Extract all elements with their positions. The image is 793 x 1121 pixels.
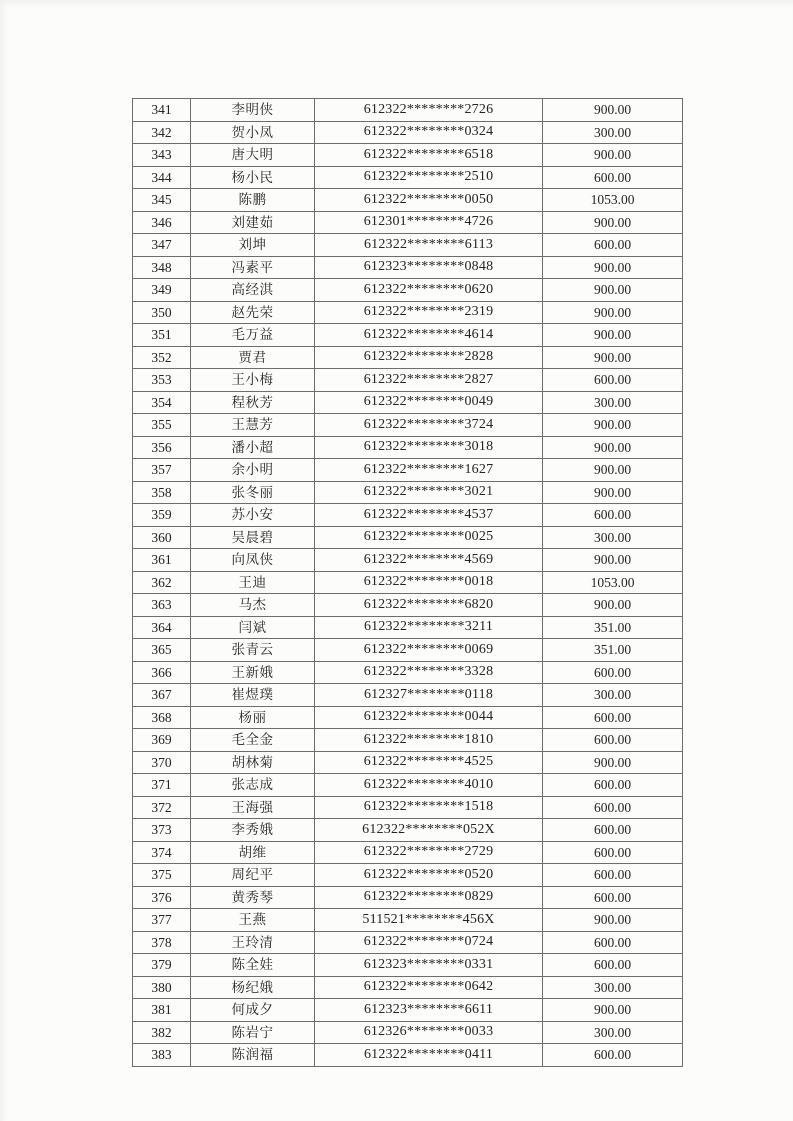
id-number-cell: 612322********1810 bbox=[315, 729, 543, 752]
amount-cell: 600.00 bbox=[543, 1044, 683, 1067]
row-index-cell: 365 bbox=[133, 639, 191, 662]
amount-cell: 900.00 bbox=[543, 301, 683, 324]
name-cell: 李秀娥 bbox=[191, 819, 315, 842]
amount-cell: 900.00 bbox=[543, 436, 683, 459]
row-index-cell: 382 bbox=[133, 1021, 191, 1044]
name-cell: 闫斌 bbox=[191, 616, 315, 639]
name-cell: 贾君 bbox=[191, 346, 315, 369]
table-body bbox=[133, 99, 683, 1067]
name-cell: 王慧芳 bbox=[191, 414, 315, 437]
name-cell: 吴晨碧 bbox=[191, 526, 315, 549]
name-cell: 张冬丽 bbox=[191, 481, 315, 504]
row-index-cell: 372 bbox=[133, 796, 191, 819]
table-row bbox=[133, 954, 683, 977]
row-index-cell: 359 bbox=[133, 504, 191, 527]
id-number-cell: 612322********2729 bbox=[315, 841, 543, 864]
name-cell: 高经淇 bbox=[191, 279, 315, 302]
id-number-cell: 612322********0520 bbox=[315, 864, 543, 887]
name-cell: 程秋芳 bbox=[191, 391, 315, 414]
table-row bbox=[133, 774, 683, 797]
name-cell: 杨丽 bbox=[191, 706, 315, 729]
name-cell: 毛全金 bbox=[191, 729, 315, 752]
row-index-cell: 368 bbox=[133, 706, 191, 729]
id-number-cell: 612322********6518 bbox=[315, 144, 543, 167]
row-index-cell: 376 bbox=[133, 886, 191, 909]
payment-roster-table bbox=[132, 98, 683, 1067]
amount-cell: 900.00 bbox=[543, 751, 683, 774]
name-cell: 赵先荣 bbox=[191, 301, 315, 324]
amount-cell: 600.00 bbox=[543, 931, 683, 954]
amount-cell: 300.00 bbox=[543, 684, 683, 707]
id-number-cell: 612322********0050 bbox=[315, 189, 543, 212]
table-row bbox=[133, 796, 683, 819]
name-cell: 陈润福 bbox=[191, 1044, 315, 1067]
amount-cell: 900.00 bbox=[543, 481, 683, 504]
table-row bbox=[133, 976, 683, 999]
table-row bbox=[133, 616, 683, 639]
id-number-cell: 612322********0044 bbox=[315, 706, 543, 729]
name-cell: 胡维 bbox=[191, 841, 315, 864]
row-index-cell: 355 bbox=[133, 414, 191, 437]
table-row bbox=[133, 121, 683, 144]
id-number-cell: 612322********6820 bbox=[315, 594, 543, 617]
name-cell: 胡林菊 bbox=[191, 751, 315, 774]
id-number-cell: 612322********2319 bbox=[315, 301, 543, 324]
name-cell: 刘建茹 bbox=[191, 211, 315, 234]
id-number-cell: 612322********4010 bbox=[315, 774, 543, 797]
id-number-cell: 612323********6611 bbox=[315, 999, 543, 1022]
name-cell: 黄秀琴 bbox=[191, 886, 315, 909]
amount-cell: 900.00 bbox=[543, 999, 683, 1022]
name-cell: 王玲清 bbox=[191, 931, 315, 954]
table-row bbox=[133, 369, 683, 392]
id-number-cell: 612322********0411 bbox=[315, 1044, 543, 1067]
id-number-cell: 612326********0033 bbox=[315, 1021, 543, 1044]
row-index-cell: 377 bbox=[133, 909, 191, 932]
amount-cell: 600.00 bbox=[543, 954, 683, 977]
amount-cell: 600.00 bbox=[543, 819, 683, 842]
table-row bbox=[133, 706, 683, 729]
name-cell: 王燕 bbox=[191, 909, 315, 932]
table-row bbox=[133, 211, 683, 234]
table-row bbox=[133, 391, 683, 414]
id-number-cell: 612322********0069 bbox=[315, 639, 543, 662]
row-index-cell: 354 bbox=[133, 391, 191, 414]
table-row bbox=[133, 571, 683, 594]
table-row bbox=[133, 414, 683, 437]
row-index-cell: 352 bbox=[133, 346, 191, 369]
name-cell: 贺小凤 bbox=[191, 121, 315, 144]
amount-cell: 1053.00 bbox=[543, 189, 683, 212]
row-index-cell: 383 bbox=[133, 1044, 191, 1067]
table-row bbox=[133, 459, 683, 482]
name-cell: 刘坤 bbox=[191, 234, 315, 257]
table-row bbox=[133, 841, 683, 864]
row-index-cell: 347 bbox=[133, 234, 191, 257]
table-row bbox=[133, 504, 683, 527]
amount-cell: 900.00 bbox=[543, 256, 683, 279]
id-number-cell: 612322********3018 bbox=[315, 436, 543, 459]
id-number-cell: 612323********0848 bbox=[315, 256, 543, 279]
id-number-cell: 612322********3021 bbox=[315, 481, 543, 504]
row-index-cell: 361 bbox=[133, 549, 191, 572]
name-cell: 唐大明 bbox=[191, 144, 315, 167]
row-index-cell: 342 bbox=[133, 121, 191, 144]
amount-cell: 600.00 bbox=[543, 864, 683, 887]
amount-cell: 600.00 bbox=[543, 504, 683, 527]
id-number-cell: 612322********052X bbox=[315, 819, 543, 842]
table-row bbox=[133, 256, 683, 279]
table-row bbox=[133, 346, 683, 369]
amount-cell: 600.00 bbox=[543, 661, 683, 684]
id-number-cell: 612322********6113 bbox=[315, 234, 543, 257]
row-index-cell: 346 bbox=[133, 211, 191, 234]
id-number-cell: 612322********4569 bbox=[315, 549, 543, 572]
row-index-cell: 364 bbox=[133, 616, 191, 639]
table-row bbox=[133, 931, 683, 954]
row-index-cell: 363 bbox=[133, 594, 191, 617]
amount-cell: 600.00 bbox=[543, 729, 683, 752]
id-number-cell: 612322********2726 bbox=[315, 99, 543, 122]
amount-cell: 900.00 bbox=[543, 144, 683, 167]
id-number-cell: 612322********3211 bbox=[315, 616, 543, 639]
name-cell: 杨纪娥 bbox=[191, 976, 315, 999]
name-cell: 陈鹏 bbox=[191, 189, 315, 212]
table-row bbox=[133, 909, 683, 932]
table-row bbox=[133, 324, 683, 347]
row-index-cell: 371 bbox=[133, 774, 191, 797]
row-index-cell: 378 bbox=[133, 931, 191, 954]
id-number-cell: 612322********0620 bbox=[315, 279, 543, 302]
amount-cell: 300.00 bbox=[543, 121, 683, 144]
table-row bbox=[133, 481, 683, 504]
name-cell: 王迪 bbox=[191, 571, 315, 594]
row-index-cell: 351 bbox=[133, 324, 191, 347]
amount-cell: 900.00 bbox=[543, 99, 683, 122]
name-cell: 王新娥 bbox=[191, 661, 315, 684]
row-index-cell: 362 bbox=[133, 571, 191, 594]
id-number-cell: 612322********2827 bbox=[315, 369, 543, 392]
amount-cell: 900.00 bbox=[543, 211, 683, 234]
table-row bbox=[133, 864, 683, 887]
id-number-cell: 612322********4525 bbox=[315, 751, 543, 774]
row-index-cell: 343 bbox=[133, 144, 191, 167]
row-index-cell: 345 bbox=[133, 189, 191, 212]
table-row bbox=[133, 594, 683, 617]
row-index-cell: 369 bbox=[133, 729, 191, 752]
amount-cell: 351.00 bbox=[543, 616, 683, 639]
id-number-cell: 612322********1518 bbox=[315, 796, 543, 819]
name-cell: 周纪平 bbox=[191, 864, 315, 887]
row-index-cell: 360 bbox=[133, 526, 191, 549]
table-row bbox=[133, 166, 683, 189]
name-cell: 陈全娃 bbox=[191, 954, 315, 977]
amount-cell: 900.00 bbox=[543, 909, 683, 932]
name-cell: 向凤侠 bbox=[191, 549, 315, 572]
id-number-cell: 612322********0642 bbox=[315, 976, 543, 999]
row-index-cell: 367 bbox=[133, 684, 191, 707]
id-number-cell: 612327********0118 bbox=[315, 684, 543, 707]
amount-cell: 600.00 bbox=[543, 796, 683, 819]
row-index-cell: 348 bbox=[133, 256, 191, 279]
amount-cell: 300.00 bbox=[543, 976, 683, 999]
amount-cell: 900.00 bbox=[543, 279, 683, 302]
id-number-cell: 612322********3724 bbox=[315, 414, 543, 437]
id-number-cell: 612322********0025 bbox=[315, 526, 543, 549]
id-number-cell: 612322********0724 bbox=[315, 931, 543, 954]
amount-cell: 600.00 bbox=[543, 706, 683, 729]
row-index-cell: 349 bbox=[133, 279, 191, 302]
table-row bbox=[133, 144, 683, 167]
amount-cell: 600.00 bbox=[543, 369, 683, 392]
amount-cell: 300.00 bbox=[543, 1021, 683, 1044]
name-cell: 毛万益 bbox=[191, 324, 315, 347]
name-cell: 杨小民 bbox=[191, 166, 315, 189]
table-row bbox=[133, 819, 683, 842]
name-cell: 张青云 bbox=[191, 639, 315, 662]
name-cell: 崔煜璞 bbox=[191, 684, 315, 707]
id-number-cell: 612322********4614 bbox=[315, 324, 543, 347]
amount-cell: 300.00 bbox=[543, 391, 683, 414]
row-index-cell: 358 bbox=[133, 481, 191, 504]
row-index-cell: 370 bbox=[133, 751, 191, 774]
table-row bbox=[133, 1044, 683, 1067]
amount-cell: 300.00 bbox=[543, 526, 683, 549]
table-row bbox=[133, 729, 683, 752]
amount-cell: 600.00 bbox=[543, 774, 683, 797]
amount-cell: 351.00 bbox=[543, 639, 683, 662]
table-row bbox=[133, 301, 683, 324]
row-index-cell: 341 bbox=[133, 99, 191, 122]
table-row bbox=[133, 661, 683, 684]
row-index-cell: 353 bbox=[133, 369, 191, 392]
id-number-cell: 612322********2828 bbox=[315, 346, 543, 369]
name-cell: 马杰 bbox=[191, 594, 315, 617]
table-row bbox=[133, 549, 683, 572]
id-number-cell: 612322********4537 bbox=[315, 504, 543, 527]
table-row bbox=[133, 886, 683, 909]
row-index-cell: 350 bbox=[133, 301, 191, 324]
id-number-cell: 612322********0324 bbox=[315, 121, 543, 144]
row-index-cell: 373 bbox=[133, 819, 191, 842]
amount-cell: 1053.00 bbox=[543, 571, 683, 594]
amount-cell: 900.00 bbox=[543, 459, 683, 482]
name-cell: 苏小安 bbox=[191, 504, 315, 527]
amount-cell: 600.00 bbox=[543, 234, 683, 257]
id-number-cell: 612322********0018 bbox=[315, 571, 543, 594]
table-row bbox=[133, 526, 683, 549]
table-row bbox=[133, 1021, 683, 1044]
row-index-cell: 380 bbox=[133, 976, 191, 999]
id-number-cell: 612322********0829 bbox=[315, 886, 543, 909]
table-row bbox=[133, 436, 683, 459]
row-index-cell: 356 bbox=[133, 436, 191, 459]
name-cell: 余小明 bbox=[191, 459, 315, 482]
id-number-cell: 612322********1627 bbox=[315, 459, 543, 482]
id-number-cell: 612322********2510 bbox=[315, 166, 543, 189]
row-index-cell: 366 bbox=[133, 661, 191, 684]
row-index-cell: 375 bbox=[133, 864, 191, 887]
id-number-cell: 612322********0049 bbox=[315, 391, 543, 414]
amount-cell: 900.00 bbox=[543, 549, 683, 572]
name-cell: 王海强 bbox=[191, 796, 315, 819]
name-cell: 陈岩宁 bbox=[191, 1021, 315, 1044]
row-index-cell: 374 bbox=[133, 841, 191, 864]
table-row bbox=[133, 684, 683, 707]
amount-cell: 900.00 bbox=[543, 346, 683, 369]
id-number-cell: 612301********4726 bbox=[315, 211, 543, 234]
amount-cell: 600.00 bbox=[543, 841, 683, 864]
name-cell: 潘小超 bbox=[191, 436, 315, 459]
row-index-cell: 379 bbox=[133, 954, 191, 977]
table-row bbox=[133, 189, 683, 212]
table-row bbox=[133, 234, 683, 257]
amount-cell: 900.00 bbox=[543, 594, 683, 617]
table-row bbox=[133, 751, 683, 774]
table-row bbox=[133, 99, 683, 122]
name-cell: 王小梅 bbox=[191, 369, 315, 392]
amount-cell: 900.00 bbox=[543, 414, 683, 437]
table-row bbox=[133, 639, 683, 662]
id-number-cell: 612323********0331 bbox=[315, 954, 543, 977]
name-cell: 冯素平 bbox=[191, 256, 315, 279]
table-row bbox=[133, 279, 683, 302]
table-row bbox=[133, 999, 683, 1022]
row-index-cell: 381 bbox=[133, 999, 191, 1022]
name-cell: 李明侠 bbox=[191, 99, 315, 122]
amount-cell: 600.00 bbox=[543, 166, 683, 189]
amount-cell: 600.00 bbox=[543, 886, 683, 909]
id-number-cell: 511521********456X bbox=[315, 909, 543, 932]
name-cell: 何成夕 bbox=[191, 999, 315, 1022]
id-number-cell: 612322********3328 bbox=[315, 661, 543, 684]
row-index-cell: 357 bbox=[133, 459, 191, 482]
row-index-cell: 344 bbox=[133, 166, 191, 189]
name-cell: 张志成 bbox=[191, 774, 315, 797]
amount-cell: 900.00 bbox=[543, 324, 683, 347]
